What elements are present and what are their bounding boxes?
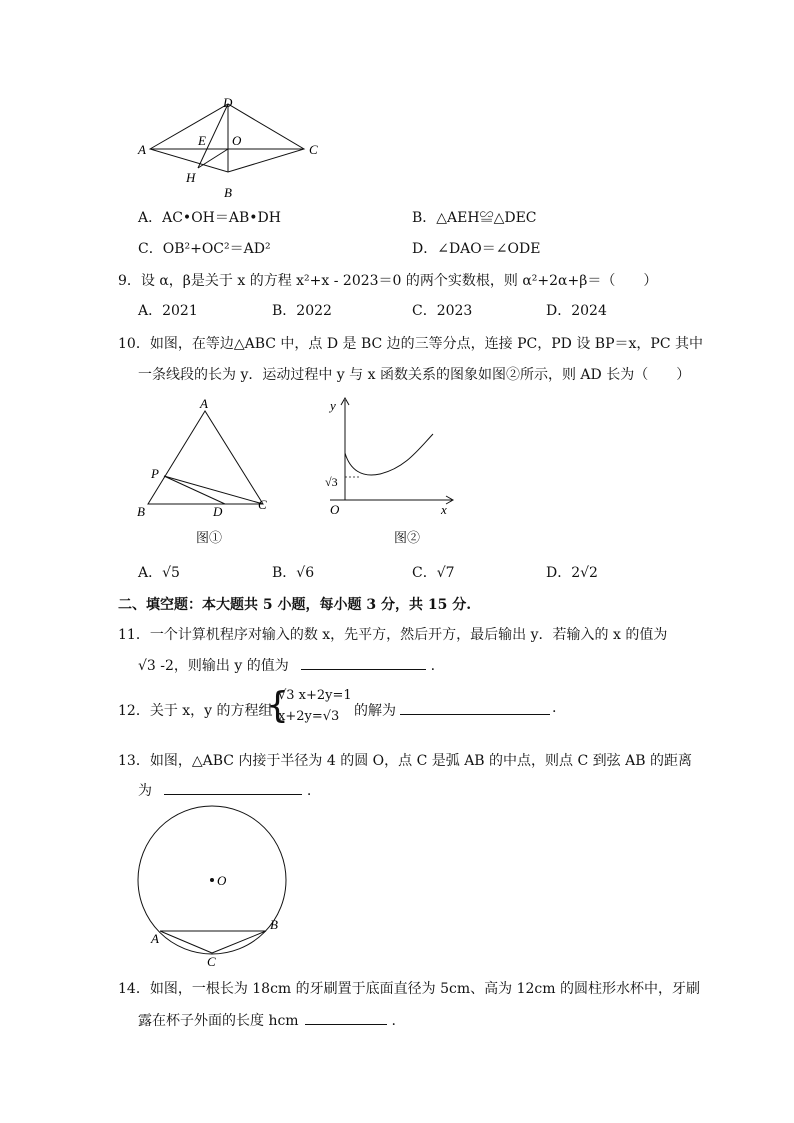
rhombus-figure — [130, 92, 330, 202]
circle-label-A: A — [151, 931, 159, 946]
fig2-caption: 图② — [394, 531, 421, 546]
q11-line2-text: √3 -2，则输出 y 的值为 — [138, 658, 289, 674]
q14-line1: 14．如图，一根长为 18cm 的牙刷置于底面直径为 5cm、高为 12cm 的圆柱形水杯中，牙刷 — [118, 981, 700, 997]
q12-answer-blank[interactable] — [400, 700, 550, 715]
q13-line1: 13．如图，△ABC 内接于半径为 4 的圆 O，点 C 是弧 AB 的中点，则点 C 到弦 AB 的距离 — [118, 753, 692, 769]
q9-option-c: C．2023 — [412, 303, 473, 319]
q8-option-d: D．∠DAO＝∠ODE — [412, 241, 541, 257]
circle-label-O: O — [217, 873, 227, 888]
q8-option-c: C．OB²+OC²＝AD² — [138, 241, 271, 257]
q12-brace: { — [266, 685, 289, 726]
q9-option-b: B．2022 — [272, 303, 332, 319]
fig1-label-B: B — [137, 504, 145, 519]
q14-line2-text: 露在杯子外面的长度 hcm — [138, 1013, 299, 1029]
q13-line2 — [138, 780, 311, 800]
fig1-caption: 图① — [196, 531, 223, 546]
graph-label-y: y — [330, 398, 336, 413]
q12-pre: 12．关于 x，y 的方程组 — [118, 703, 273, 719]
q11-line1: 11．一个计算机程序对输入的数 x，先平方，然后开方，最后输出 y．若输入的 x 的值为 — [118, 627, 668, 643]
graph-figure — [320, 392, 460, 522]
q13-line2-text: 为 — [138, 783, 152, 799]
fig8-label-A: A — [138, 142, 146, 157]
fig1-label-A: A — [200, 396, 208, 411]
q11-line2-end: . — [430, 658, 436, 674]
fig1-label-C: C — [258, 497, 267, 512]
fig8-label-H: H — [186, 170, 196, 185]
q12-eq2: x+2y=√3 — [278, 709, 340, 724]
graph-label-origin: O — [330, 502, 340, 517]
fig8-label-E: E — [198, 133, 206, 148]
q12-post: . — [552, 700, 557, 716]
circle-figure — [130, 805, 290, 970]
q11-line2 — [138, 655, 435, 675]
q12-mid: 的解为 — [354, 703, 396, 719]
q10-option-c: C．√7 — [412, 565, 455, 581]
triangle-figure — [130, 392, 280, 522]
q13-answer-blank[interactable] — [164, 780, 302, 795]
fig1-label-D: D — [213, 504, 223, 519]
q14-line2 — [138, 1010, 396, 1030]
graph-label-x: x — [441, 502, 447, 517]
q8-option-b: B．△AEH≌△DEC — [412, 210, 537, 226]
fig8-label-C: C — [309, 142, 318, 157]
q11-answer-blank[interactable] — [301, 655, 426, 670]
fig8-label-O: O — [232, 133, 242, 148]
circle-label-C: C — [207, 954, 216, 969]
q10-option-a: A．√5 — [138, 565, 180, 581]
q10-line2: 一条线段的长为 y．运动过程中 y 与 x 函数关系的图象如图②所示，则 AD 长为（ ） — [138, 367, 691, 383]
fig8-label-D: D — [223, 95, 233, 110]
q13-line2-end: . — [306, 783, 312, 799]
circle-label-B: B — [270, 917, 278, 932]
q10-option-d: D．2√2 — [546, 565, 598, 581]
fig1-label-P: P — [151, 466, 159, 481]
q9-option-d: D．2024 — [546, 303, 607, 319]
q9-option-a: A．2021 — [138, 303, 198, 319]
q14-answer-blank[interactable] — [305, 1010, 387, 1025]
q10-line1: 10．如图，在等边△ABC 中，点 D 是 BC 边的三等分点，连接 PC，PD 设 BP＝x，PC 其中 — [118, 336, 703, 352]
q8-option-a: A．AC•OH＝AB•DH — [138, 210, 281, 226]
q9-stem: 9．设 α，β是关于 x 的方程 x²+x - 2023＝0 的两个实数根，则 α²+2α+β＝（ ） — [118, 273, 658, 289]
section2-title: 二、填空题：本大题共 5 小题，每小题 3 分，共 15 分. — [118, 597, 472, 613]
q12-eq1: √3 x+2y=1 — [278, 688, 352, 703]
graph-label-sqrt3: √3 — [325, 475, 338, 489]
fig8-label-B: B — [224, 185, 232, 200]
q14-line2-end: . — [391, 1013, 396, 1029]
q10-option-b: B．√6 — [272, 565, 315, 581]
